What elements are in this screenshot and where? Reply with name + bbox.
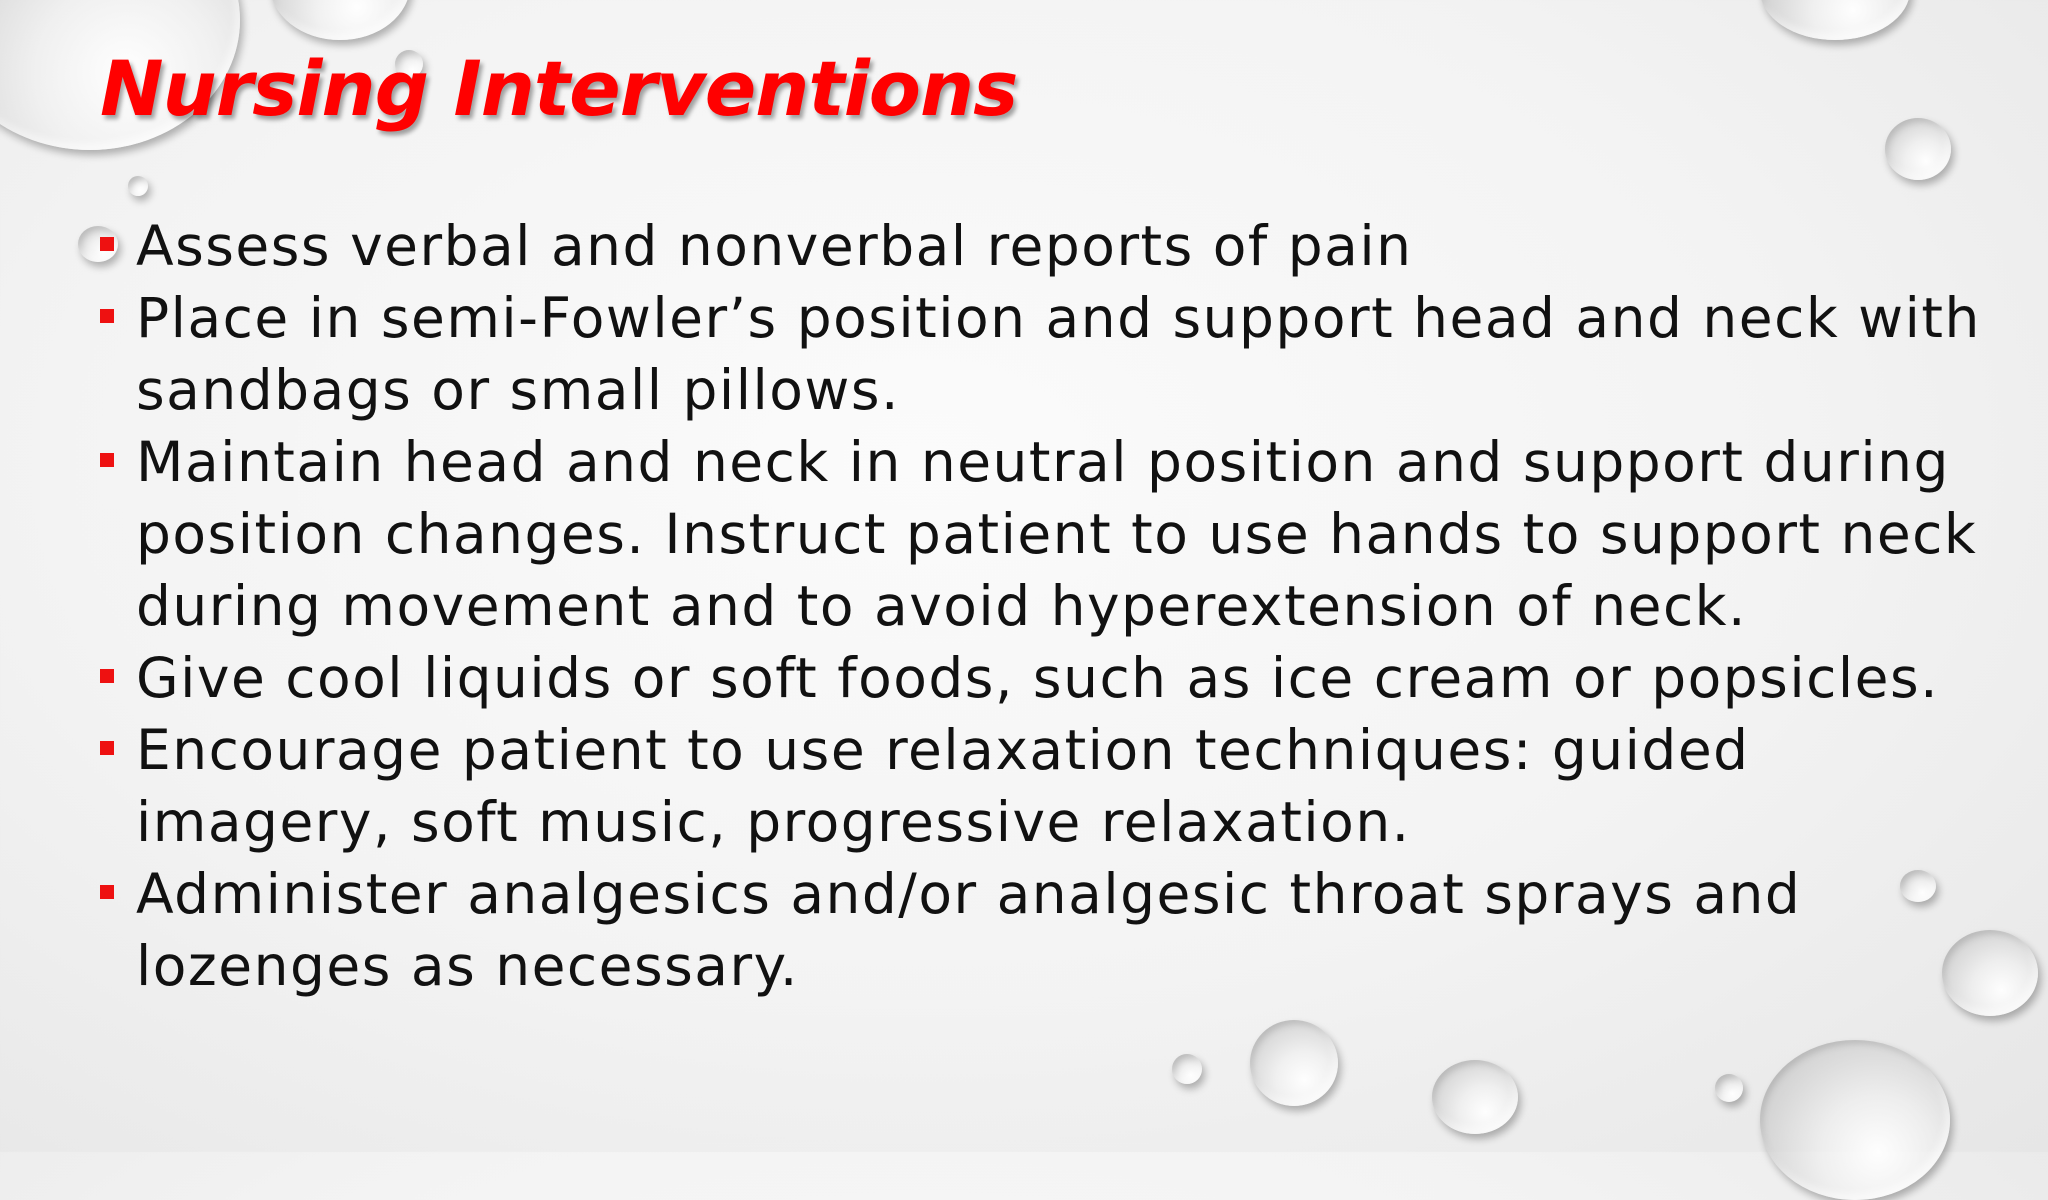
bullet-text: Assess verbal and nonverbal reports of pain xyxy=(136,214,1413,278)
water-drop-decoration xyxy=(1885,118,1951,180)
water-drop-decoration xyxy=(1432,1060,1518,1134)
water-drop-decoration xyxy=(1760,0,1910,40)
bullet-marker-icon xyxy=(100,453,114,467)
water-drop-decoration xyxy=(128,176,148,196)
bullet-text: Administer analgesics and/or analgesic throat sprays and lozenges as necessary. xyxy=(136,862,1802,998)
water-drop-decoration xyxy=(1715,1074,1743,1102)
slide-title: Nursing Interventions xyxy=(100,44,1018,133)
bullet-list xyxy=(100,210,2020,1002)
bullet-marker-icon xyxy=(100,885,114,899)
bullet-item xyxy=(100,210,2020,282)
bullet-text: Place in semi-Fowler’s position and support head and neck with sandbags or small pillows. xyxy=(136,286,1981,422)
water-drop-decoration xyxy=(1172,1054,1202,1084)
bullet-item xyxy=(100,282,2020,426)
bullet-item xyxy=(100,714,2020,858)
water-drop-decoration xyxy=(270,0,410,40)
water-drop-decoration xyxy=(1760,1040,1950,1200)
bullet-item xyxy=(100,426,2020,642)
bullet-text: Encourage patient to use relaxation techniques: guided imagery, soft music, progressive relaxation. xyxy=(136,718,1750,854)
bullet-marker-icon xyxy=(100,237,114,251)
bullet-item xyxy=(100,642,2020,714)
bullet-item xyxy=(100,858,2020,1002)
bullet-text: Maintain head and neck in neutral position and support during position changes. Instruct patient to use hands to support neck during movement and to avoid hyperextension of neck. xyxy=(136,430,1978,638)
bullet-marker-icon xyxy=(100,309,114,323)
bullet-text: Give cool liquids or soft foods, such as ice cream or popsicles. xyxy=(136,646,1940,710)
bullet-marker-icon xyxy=(100,669,114,683)
bullet-marker-icon xyxy=(100,741,114,755)
water-drop-decoration xyxy=(1250,1020,1338,1106)
